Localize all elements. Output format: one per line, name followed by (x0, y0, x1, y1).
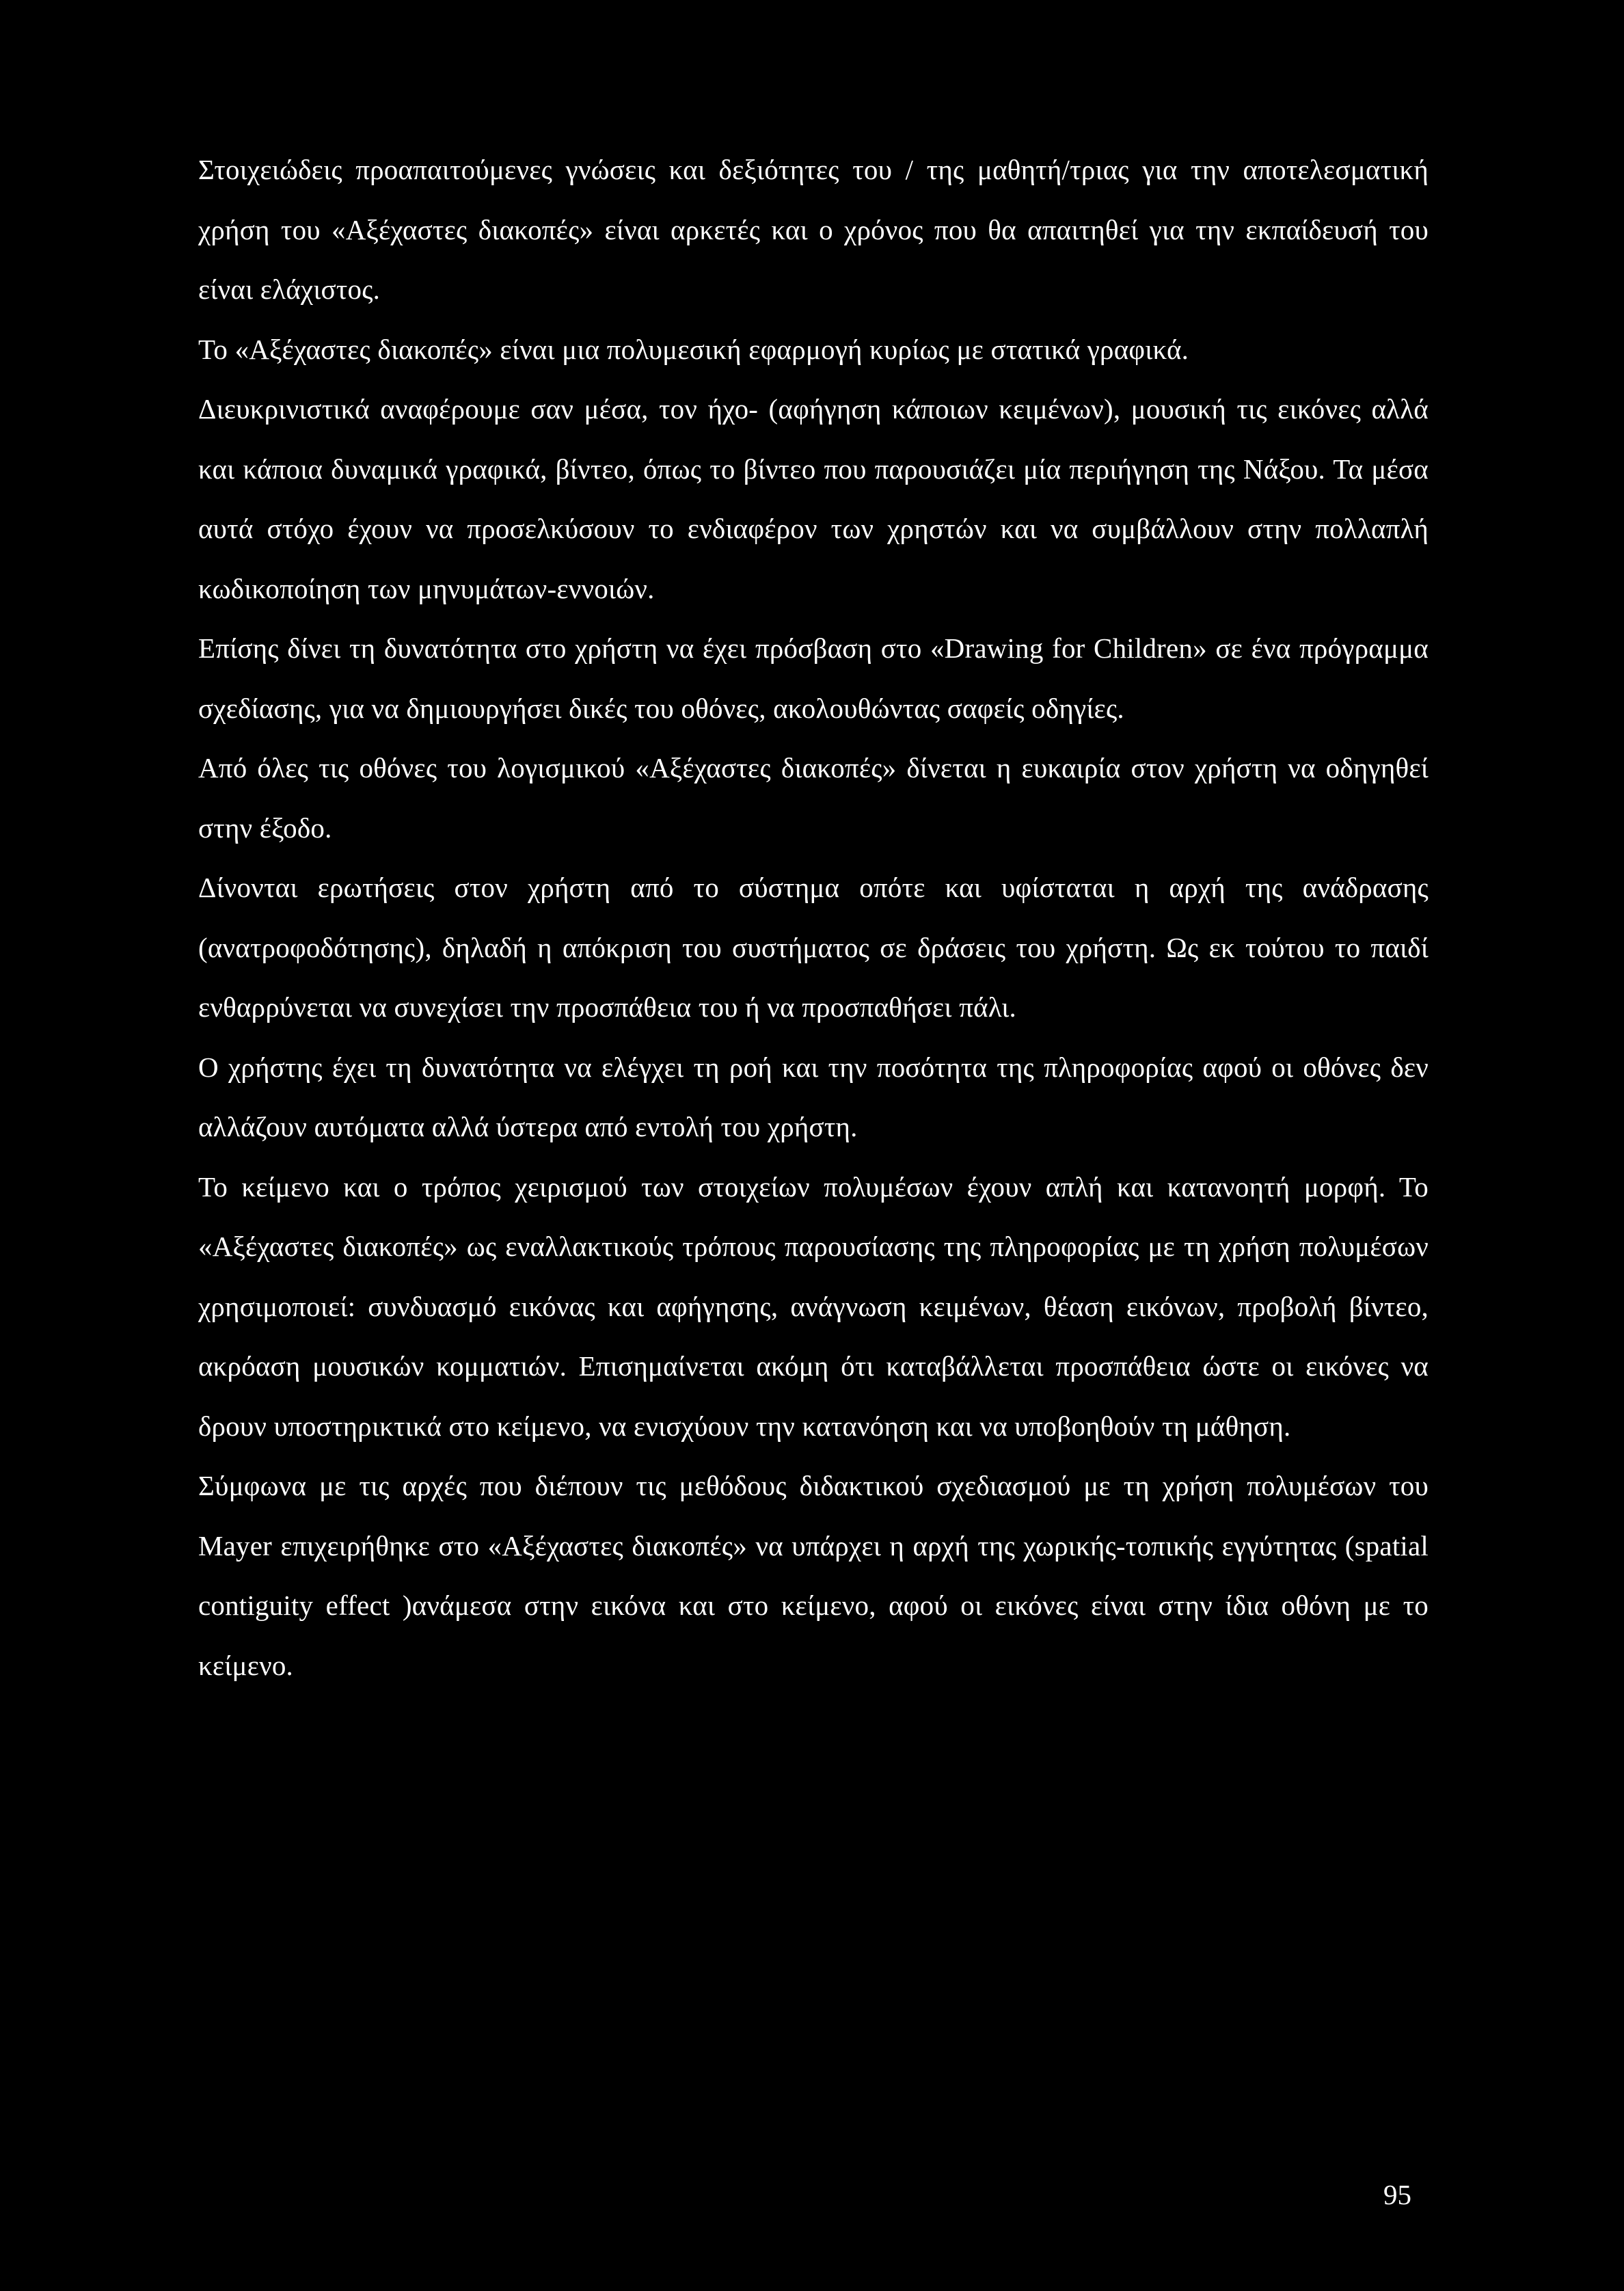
page-number: 95 (1383, 2179, 1411, 2210)
paragraph: Από όλες τις οθόνες του λογισμικού «Αξέχαστες διακοπές» δίνεται η ευκαιρία στον χρήστη να οδηγηθεί στην έξοδο. (198, 752, 1429, 844)
paragraph: Ο χρήστης έχει τη δυνατότητα να ελέγχει τη ροή και την ποσότητα της πληροφορίας αφού οι οθόνες δεν αλλάζουν αυτόματα αλλά ύστερα από εντολή του χρήστη. (198, 1051, 1429, 1142)
paragraph: Το κείμενο και ο τρόπος χειρισμού των στοιχείων πολυμέσων έχουν απλή και κατανοητή μορφή. Το «Αξέχαστες διακοπές» ως εναλλακτικούς τρόπους παρουσίασης της πληροφορίας με τη χρήση πολυμέσων χρησιμοποιεί: συνδυασμό εικόνας και αφήγησης, ανάγνωση κειμένων, θέαση εικόνων, προβολή βίντεο, ακρόαση μουσικών κομματιών. Επισημαίνεται ακόμη ότι καταβάλλεται προσπάθεια ώστε οι εικόνες να δρουν υποστηρικτικά στο κείμενο, να ενισχύουν την κατανόηση και να υποβοηθούν τη μάθηση. (198, 1170, 1429, 1442)
paragraph: Επίσης δίνει τη δυνατότητα στο χρήστη να έχει πρόσβαση στο «Drawing for Children» σε ένα πρόγραμμα σχεδίασης, για να δημιουργήσει δικές του οθόνες, ακολουθώντας σαφείς οδηγίες. (198, 632, 1429, 724)
paragraph: Δίνονται ερωτήσεις στον χρήστη από το σύστημα οπότε και υφίσταται η αρχή της ανάδρασης (ανατροφοδότησης), δηλαδή η απόκριση του συστήματος σε δράσεις του χρήστη. Ως εκ τούτου το παιδί ενθαρρύνεται να συνεχίσει την προσπάθεια του ή να προσπαθήσει πάλι. (198, 872, 1429, 1023)
paragraph: Το «Αξέχαστες διακοπές» είναι μια πολυμεσική εφαρμογή κυρίως με στατικά γραφικά. (198, 333, 1189, 365)
paragraph: Στοιχειώδεις προαπαιτούμενες γνώσεις και δεξιότητες του / της μαθητή/τριας για την αποτελεσματική χρήση του «Αξέχαστες διακοπές» είναι αρκετές και ο χρόνος που θα απαιτηθεί για την εκπαίδευσή του είναι ελάχιστος. (198, 154, 1429, 305)
paragraph: Διευκρινιστικά αναφέρουμε σαν μέσα, τον ήχο- (αφήγηση κάποιων κειμένων), μουσική τις εικόνες αλλά και κάποια δυναμικά γραφικά, βίντεο, όπως το βίντεο που παρουσιάζει μία περιήγηση της Νάξου. Τα μέσα αυτά στόχο έχουν να προσελκύσουν το ενδιαφέρον των χρηστών και να συμβάλλουν στην πολλαπλή κωδικοποίηση των μηνυμάτων-εννοιών. (198, 393, 1429, 604)
paragraph: Σύμφωνα με τις αρχές που διέπουν τις μεθόδους διδακτικού σχεδιασμού με τη χρήση πολυμέσων του Mayer επιχειρήθηκε στο «Αξέχαστες διακοπές» να υπάρχει η αρχή της χωρικής-τοπικής εγγύτητας (spatial contiguity effect )ανάμεσα στην εικόνα και στο κείμενο, αφού οι εικόνες είναι στην ίδια οθόνη με το κείμενο. (198, 1470, 1429, 1681)
body-text (198, 140, 1429, 1696)
